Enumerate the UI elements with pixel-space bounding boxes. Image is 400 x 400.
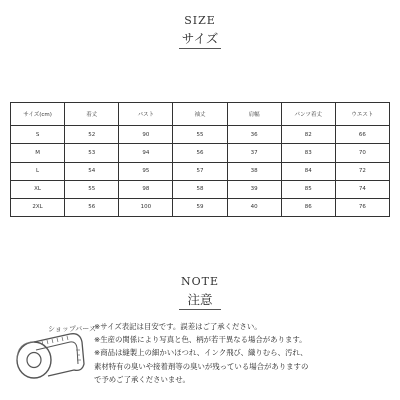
table-cell: 59 (173, 198, 227, 216)
table-cell: 95 (119, 162, 173, 180)
table-cell: 37 (227, 144, 281, 162)
table-cell: 72 (335, 162, 389, 180)
table-cell: 98 (119, 180, 173, 198)
table-cell: 86 (281, 198, 335, 216)
table-cell: 39 (227, 180, 281, 198)
table-cell: 100 (119, 198, 173, 216)
header-cell: 肩幅 (227, 103, 281, 126)
table-cell: L (11, 162, 65, 180)
note-line: ※商品は縫製上の細かいほつれ、インク飛び、織りむら、汚れ、 (94, 348, 308, 358)
table-cell: 83 (281, 144, 335, 162)
size-title-jp: サイズ (181, 31, 219, 46)
note-title-underline (179, 309, 221, 310)
table-row (11, 180, 390, 198)
note-title-jp: 注意 (187, 292, 213, 307)
table-cell: 56 (65, 198, 119, 216)
table-cell: M (11, 144, 65, 162)
table-cell: 58 (173, 180, 227, 198)
header-cell: ウエスト (335, 103, 389, 126)
table-cell: 2XL (11, 198, 65, 216)
header-cell: サイズ(cm) (11, 103, 65, 126)
note-line: 素材特有の臭いや接着剤等の臭いが残っている場合がありますの (94, 361, 309, 371)
header-cell: 袖丈 (173, 103, 227, 126)
table-cell: 36 (227, 126, 281, 144)
table-row (11, 198, 390, 216)
size-title-en: SIZE (184, 14, 216, 27)
table-cell: XL (11, 180, 65, 198)
note-line: ※生産の関係により写真と色、柄が若干異なる場合があります。 (94, 335, 307, 345)
table-cell: 55 (65, 180, 119, 198)
notes-list (94, 320, 394, 386)
table-cell: 82 (281, 126, 335, 144)
size-title-underline (179, 48, 221, 49)
table-cell: 53 (65, 144, 119, 162)
table-cell: 38 (227, 162, 281, 180)
table-cell: 57 (173, 162, 227, 180)
table-cell: S (11, 126, 65, 144)
table-cell: 54 (65, 162, 119, 180)
size-table-header-row (11, 103, 390, 126)
table-cell: 74 (335, 180, 389, 198)
table-cell: 52 (65, 126, 119, 144)
table-row (11, 126, 390, 144)
table-row (11, 144, 390, 162)
table-cell: 40 (227, 198, 281, 216)
table-cell: 90 (119, 126, 173, 144)
table-cell: 76 (335, 198, 389, 216)
note-title-en: NOTE (180, 275, 219, 288)
table-cell: 94 (119, 144, 173, 162)
table-cell: 70 (335, 144, 389, 162)
size-table (10, 102, 390, 217)
table-cell: 56 (173, 144, 227, 162)
note-line: ※サイズ表記は目安です。誤差はご了承ください。 (94, 322, 262, 331)
header-cell: パンツ着丈 (281, 103, 335, 126)
table-cell: 66 (335, 126, 389, 144)
table-cell: 85 (281, 180, 335, 198)
table-cell: 84 (281, 162, 335, 180)
table-row (11, 162, 390, 180)
table-cell: 55 (173, 126, 227, 144)
header-cell: 着丈 (65, 103, 119, 126)
header-cell: バスト (119, 103, 173, 126)
shop-watermark: ショップバース (48, 325, 96, 333)
note-line: で予めご了承くださいませ。 (94, 374, 190, 384)
